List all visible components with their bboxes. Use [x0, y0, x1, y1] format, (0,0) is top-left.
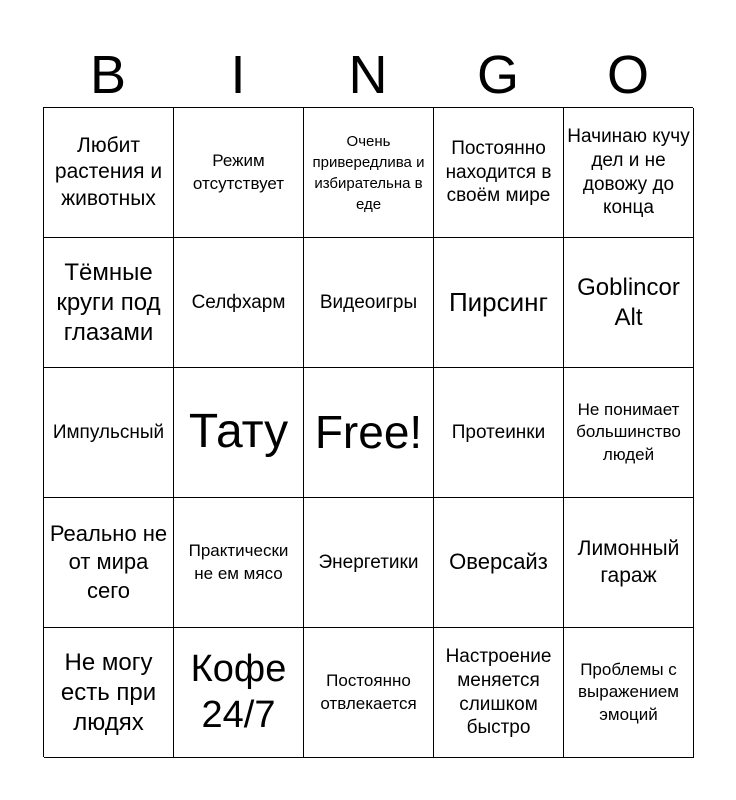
bingo-cell-r1c5[interactable] — [564, 108, 694, 238]
bingo-cell-r5c1[interactable] — [44, 628, 174, 758]
bingo-cell-r5c2[interactable] — [174, 628, 304, 758]
bingo-cell-r4c4[interactable] — [434, 498, 564, 628]
bingo-cell-r2c5[interactable] — [564, 238, 694, 368]
bingo-cell-r3c2[interactable] — [174, 368, 304, 498]
bingo-cell-r4c2[interactable] — [174, 498, 304, 628]
bingo-cell-r2c2[interactable] — [174, 238, 304, 368]
bingo-cell-r4c5[interactable] — [564, 498, 694, 628]
bingo-cell-r1c4[interactable] — [434, 108, 564, 238]
bingo-cell-r3c4[interactable] — [434, 368, 564, 498]
bingo-cell-r3c5[interactable] — [564, 368, 694, 498]
bingo-cell-r5c5[interactable] — [564, 628, 694, 758]
bingo-cell-r1c3[interactable] — [304, 108, 434, 238]
cell-text: Импульсный — [52, 421, 165, 443]
bingo-cell-r1c1[interactable] — [44, 108, 174, 238]
bingo-cell-r1c2[interactable] — [174, 108, 304, 238]
cell-text: Любит растения и животных — [54, 134, 163, 210]
bingo-cell-r4c1[interactable] — [44, 498, 174, 628]
header-letter-o: O — [606, 45, 649, 105]
cell-text: Постоянно отвлекается — [320, 671, 417, 713]
cell-text: Оверсайз — [449, 549, 548, 575]
bingo-cell-r5c4[interactable] — [434, 628, 564, 758]
header-letter-b: B — [89, 45, 127, 105]
cell-text: Селфхарм — [191, 291, 286, 313]
cell-text: Goblincor Alt — [577, 273, 680, 331]
cell-text: Режим отсутствует — [192, 151, 285, 193]
bingo-cell-r4c3[interactable] — [304, 498, 434, 628]
header-letter-n: N — [348, 45, 388, 105]
cell-text: Тёмные круги под глазами — [56, 258, 161, 346]
cell-text: Не могу есть при людях — [60, 648, 157, 736]
cell-text: Настроение меняется слишком быстро — [445, 645, 552, 739]
cell-text: Очень привередлива и избирательна в еде — [312, 132, 425, 213]
bingo-cell-r2c4[interactable] — [434, 238, 564, 368]
bingo-cell-r2c3[interactable] — [304, 238, 434, 368]
bingo-header — [43, 44, 693, 106]
header-letter-i: I — [230, 45, 246, 105]
cell-text: Протеинки — [451, 421, 546, 443]
cell-text: Постоянно находится в своём мире — [445, 137, 552, 207]
bingo-cell-r3c3-free[interactable] — [304, 368, 434, 498]
header-letter-g: G — [476, 45, 519, 105]
cell-text: Видеоигры — [319, 291, 418, 313]
cell-text: Пирсинг — [448, 286, 549, 317]
cell-text: Кофе 24/7 — [190, 647, 287, 736]
bingo-cell-r5c3[interactable] — [304, 628, 434, 758]
cell-text: Free! — [314, 406, 423, 459]
cell-text: Проблемы с выражением эмоций — [577, 660, 679, 724]
cell-text: Энергетики — [318, 551, 419, 573]
bingo-cell-r3c1[interactable] — [44, 368, 174, 498]
cell-text: Не понимает большинство людей — [576, 400, 681, 464]
cell-text: Лимонный гараж — [577, 537, 680, 587]
cell-text: Тату — [188, 405, 289, 459]
cell-text: Практически не ем мясо — [188, 541, 289, 583]
bingo-cell-r2c1[interactable] — [44, 238, 174, 368]
cell-text: Реально не от мира сего — [49, 520, 168, 603]
bingo-board — [43, 107, 693, 757]
cell-text: Начинаю кучу дел и не довожу до конца — [567, 125, 690, 219]
